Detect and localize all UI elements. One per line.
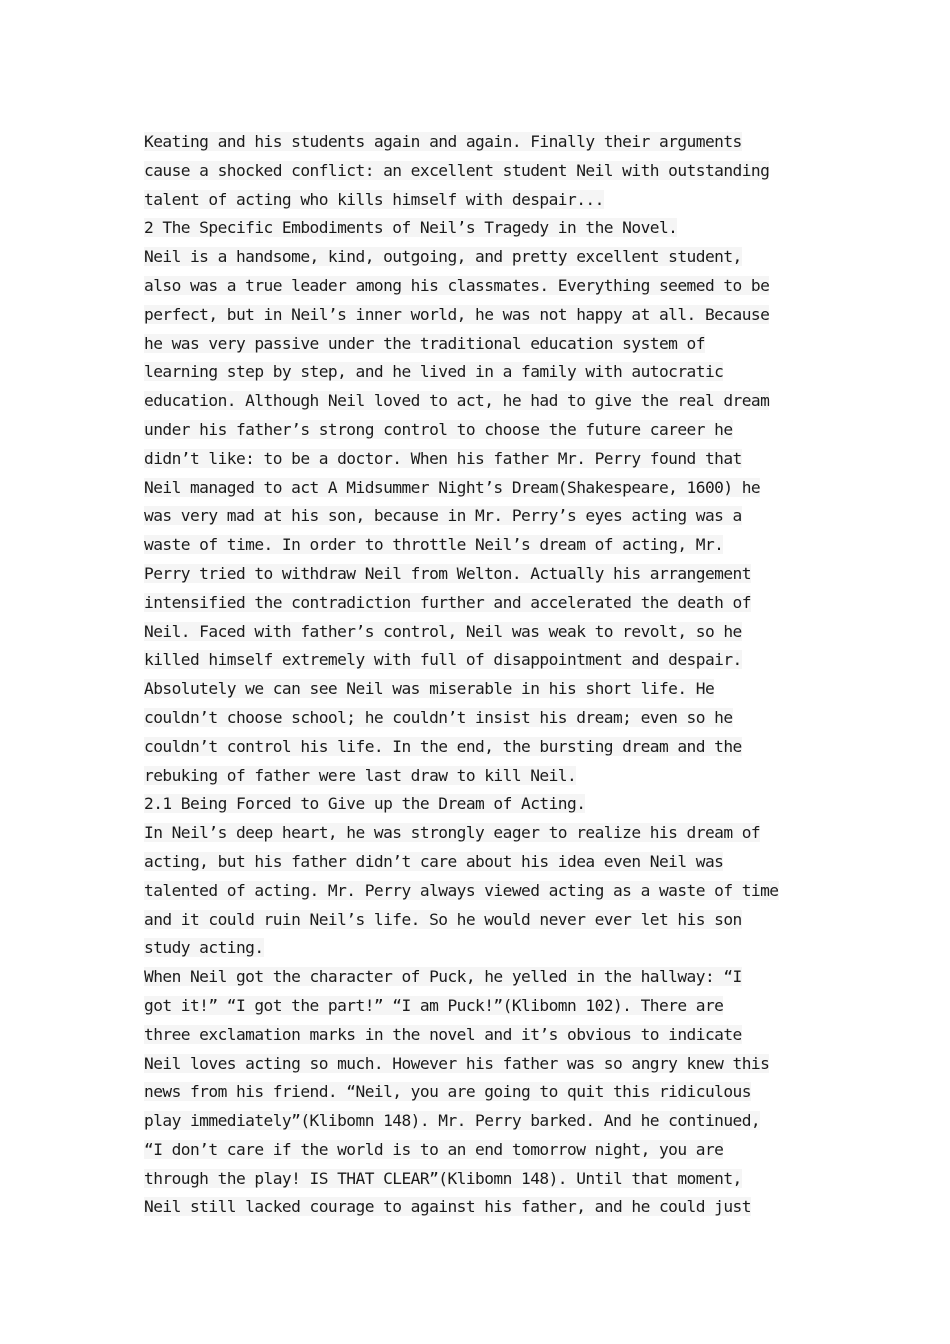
- text-line: three exclamation marks in the novel and it’s obvious to indicate: [144, 1024, 742, 1044]
- text-line: study acting.: [144, 938, 264, 958]
- text-line: didn’t like: to be a doctor. When his father Mr. Perry found that: [144, 448, 742, 468]
- document-body: [144, 128, 844, 1222]
- text-line: play immediately”(Klibomn 148). Mr. Perry barked. And he continued,: [144, 1111, 761, 1131]
- text-line: and it could ruin Neil’s life. So he would never ever let his son: [144, 909, 742, 929]
- text-line: killed himself extremely with full of disappointment and despair.: [144, 650, 742, 670]
- text-line: under his father’s strong control to choose the future career he: [144, 419, 733, 439]
- text-line: perfect, but in Neil’s inner world, he was not happy at all. Because: [144, 304, 770, 324]
- text-line: Keating and his students again and again. Finally their arguments: [144, 132, 742, 151]
- text-line: Neil still lacked courage to against his father, and he could just: [144, 1197, 751, 1217]
- text-line: he was very passive under the traditional education system of: [144, 333, 705, 353]
- text-line: talent of acting who kills himself with despair...: [144, 189, 604, 209]
- text-line: was very mad at his son, because in Mr. Perry’s eyes acting was a: [144, 506, 742, 526]
- text-line: Neil managed to act A Midsummer Night’s Dream(Shakespeare, 1600) he: [144, 477, 761, 497]
- text-line: through the play! IS THAT CLEAR”(Klibomn 148). Until that moment,: [144, 1168, 742, 1188]
- text-line: waste of time. In order to throttle Neil’s dream of acting, Mr.: [144, 535, 724, 555]
- text-line: news from his friend. “Neil, you are going to quit this ridiculous: [144, 1082, 751, 1102]
- text-line: got it!” “I got the part!” “I am Puck!”(Klibomn 102). There are: [144, 995, 724, 1015]
- text-line: rebuking of father were last draw to kill Neil.: [144, 765, 577, 785]
- text-line: couldn’t control his life. In the end, the bursting dream and the: [144, 736, 742, 756]
- text-line: intensified the contradiction further and accelerated the death of: [144, 592, 751, 612]
- section-heading: 2.1 Being Forced to Give up the Dream of Acting.: [144, 794, 586, 814]
- text-line: couldn’t choose school; he couldn’t insist his dream; even so he: [144, 707, 733, 727]
- text-line: When Neil got the character of Puck, he yelled in the hallway: “I: [144, 967, 742, 987]
- text-line: In Neil’s deep heart, he was strongly eager to realize his dream of: [144, 823, 761, 843]
- text-line: cause a shocked conflict: an excellent student Neil with outstanding: [144, 160, 770, 180]
- text-line: education. Although Neil loved to act, he had to give the real dream: [144, 391, 770, 411]
- text-line: acting, but his father didn’t care about his idea even Neil was: [144, 851, 724, 871]
- text-line: also was a true leader among his classmates. Everything seemed to be: [144, 275, 770, 295]
- text-line: Perry tried to withdraw Neil from Welton. Actually his arrangement: [144, 563, 751, 583]
- text-line: Absolutely we can see Neil was miserable in his short life. He: [144, 679, 715, 699]
- text-line: Neil loves acting so much. However his father was so angry knew this: [144, 1053, 770, 1073]
- text-line: learning step by step, and he lived in a family with autocratic: [144, 362, 724, 382]
- text-line: Neil. Faced with father’s control, Neil was weak to revolt, so he: [144, 621, 742, 641]
- text-line: talented of acting. Mr. Perry always viewed acting as a waste of time: [144, 880, 779, 900]
- text-line: Neil is a handsome, kind, outgoing, and pretty excellent student,: [144, 247, 742, 267]
- text-line: “I don’t care if the world is to an end tomorrow night, you are: [144, 1139, 724, 1159]
- section-heading: 2 The Specific Embodiments of Neil’s Tragedy in the Novel.: [144, 218, 678, 238]
